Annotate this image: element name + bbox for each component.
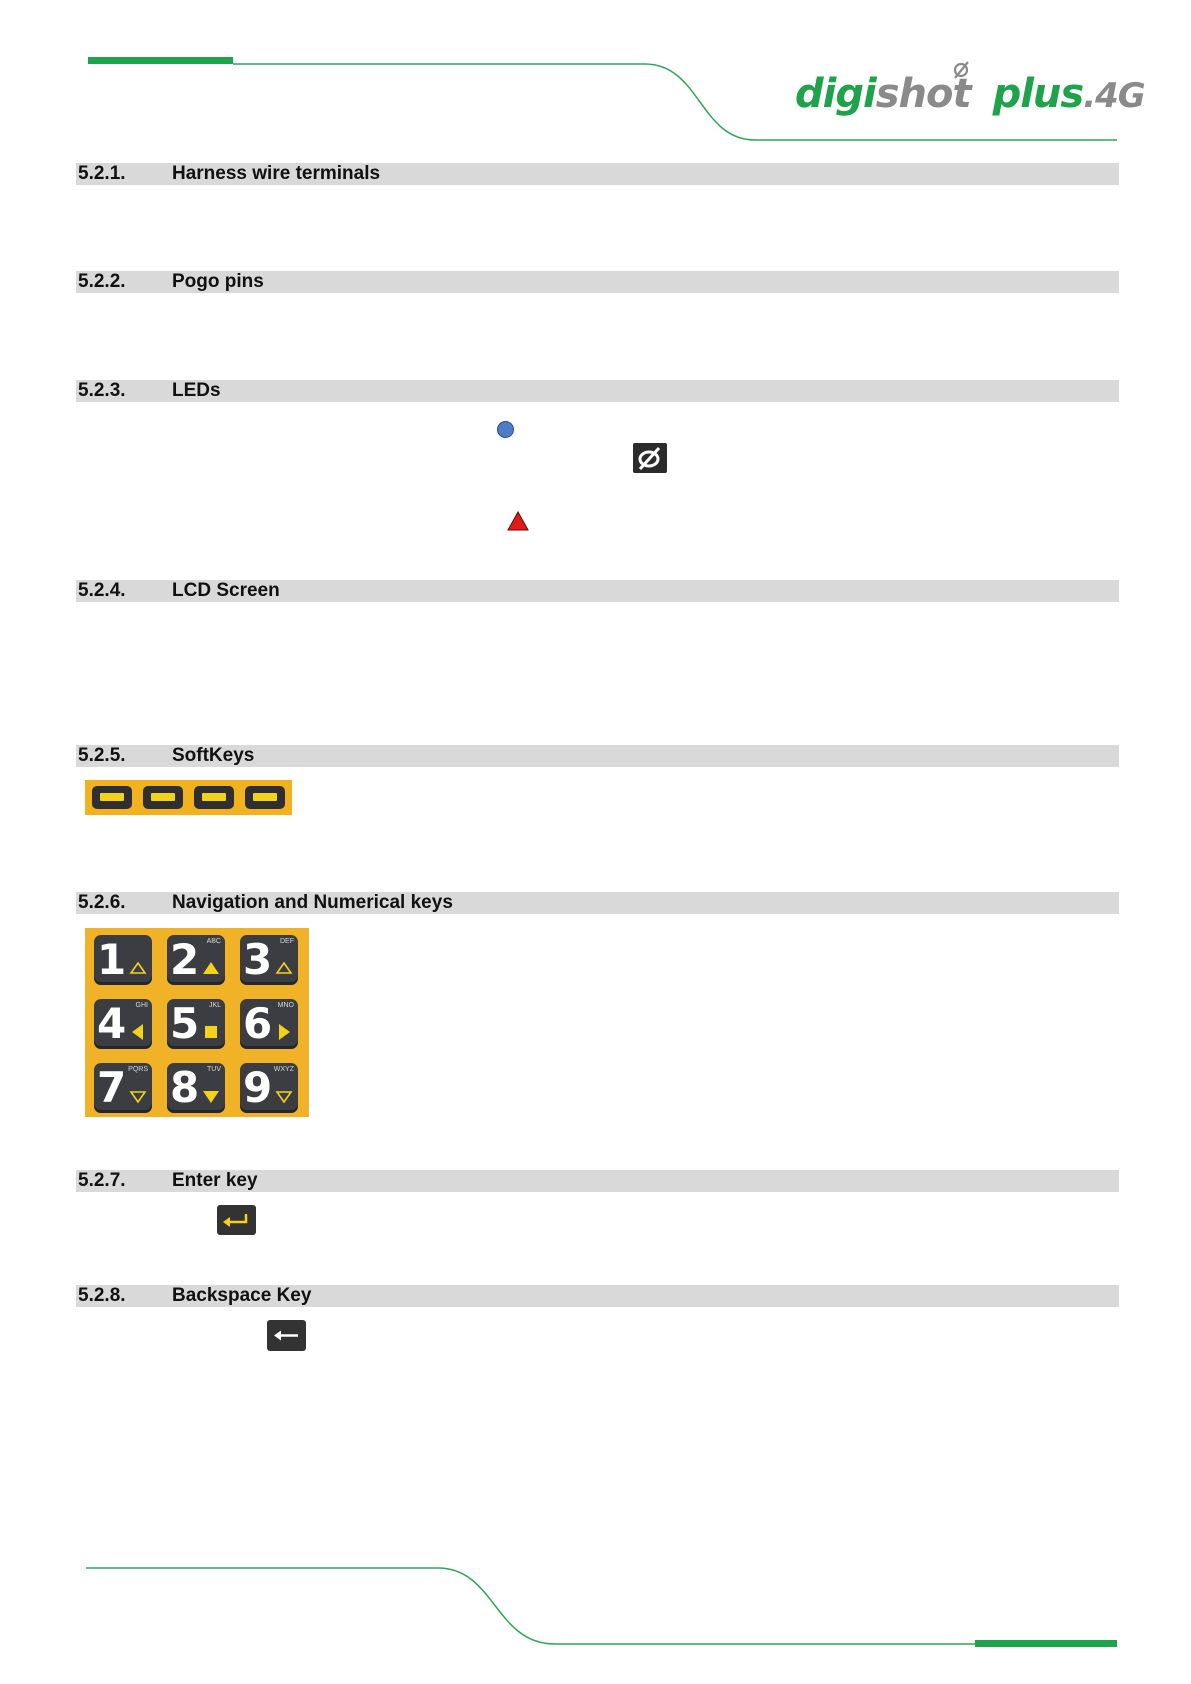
key-letters: JKL xyxy=(208,1002,221,1009)
footer-decoration xyxy=(0,1540,1191,1684)
enter-key-icon xyxy=(217,1205,256,1235)
keypad-key-6 xyxy=(240,999,298,1049)
keypad-key-7 xyxy=(94,1063,152,1113)
key-arrow-right-icon xyxy=(275,1023,293,1041)
section-heading-pogo xyxy=(76,271,1119,293)
logo-part-digi: digi xyxy=(795,71,876,117)
keypad-key-4 xyxy=(94,999,152,1049)
section-title: LEDs xyxy=(172,380,221,401)
key-letters: PQRS xyxy=(128,1066,148,1073)
key-digit: 2 xyxy=(170,935,200,984)
section-number: 5.2.1. xyxy=(78,163,126,184)
section-title: Harness wire terminals xyxy=(172,163,381,184)
key-letters: ABC xyxy=(206,938,221,945)
section-heading-softkeys xyxy=(76,745,1119,767)
key-letters: MNO xyxy=(277,1002,294,1009)
softkey-2 xyxy=(143,786,183,809)
keypad-key-3 xyxy=(240,935,298,985)
key-digit: 6 xyxy=(243,999,273,1048)
logo-part-plus: plus xyxy=(992,71,1084,117)
softkey-1 xyxy=(92,786,132,809)
key-arrow-up-outline-icon xyxy=(129,959,147,977)
section-title: SoftKeys xyxy=(172,745,255,766)
section-number: 5.2.6. xyxy=(78,892,126,913)
blue-led-icon xyxy=(497,421,514,438)
section-heading-lcd xyxy=(76,580,1119,602)
section-title: Backspace Key xyxy=(172,1285,312,1306)
section-title: Navigation and Numerical keys xyxy=(172,892,453,913)
section-title: Enter key xyxy=(172,1170,258,1191)
key-digit: 5 xyxy=(170,999,200,1048)
section-heading-backspace xyxy=(76,1285,1119,1307)
section-number: 5.2.2. xyxy=(78,271,126,292)
keypad-key-5 xyxy=(167,999,225,1049)
logo-part-4g: .4G xyxy=(1083,76,1145,116)
key-letters: WXYZ xyxy=(273,1066,294,1073)
keypad-key-2 xyxy=(167,935,225,985)
key-letters: GHI xyxy=(135,1002,148,1009)
footer-accent-bar xyxy=(975,1640,1117,1647)
keypad-image xyxy=(85,928,309,1117)
header-accent-bar xyxy=(88,57,233,64)
key-arrow-down-outline-icon xyxy=(129,1087,147,1105)
backspace-key-icon xyxy=(267,1320,306,1351)
section-number: 5.2.8. xyxy=(78,1285,126,1306)
red-warning-triangle-icon xyxy=(507,511,529,531)
key-digit: 7 xyxy=(97,1063,127,1112)
digishot-logo-glyph xyxy=(633,443,667,473)
backspace-arrow-glyph xyxy=(267,1320,306,1351)
enter-arrow-glyph xyxy=(217,1205,256,1235)
section-title: Pogo pins xyxy=(172,271,264,292)
key-arrow-up-outline-icon xyxy=(275,959,293,977)
keypad-key-9 xyxy=(240,1063,298,1113)
key-digit: 8 xyxy=(170,1063,200,1112)
key-arrow-down-outline-icon xyxy=(275,1087,293,1105)
digishot-logo-icon xyxy=(633,443,667,473)
key-digit: 1 xyxy=(97,935,127,984)
key-letters: TUV xyxy=(207,1066,221,1073)
logo-part-shot: shot xyxy=(875,71,971,117)
section-number: 5.2.7. xyxy=(78,1170,126,1191)
section-number: 5.2.4. xyxy=(78,580,126,601)
section-heading-enter xyxy=(76,1170,1119,1192)
key-arrow-down-icon xyxy=(202,1087,220,1105)
softkey-3 xyxy=(194,786,234,809)
digishot-plus-logo xyxy=(795,60,1145,130)
section-title: LCD Screen xyxy=(172,580,280,601)
softkeys-image xyxy=(85,780,292,815)
section-number: 5.2.5. xyxy=(78,745,126,766)
footer-curve-line xyxy=(86,1568,975,1644)
key-letters: DEF xyxy=(280,938,294,945)
section-number: 5.2.3. xyxy=(78,380,126,401)
softkey-4 xyxy=(245,786,285,809)
key-arrow-square-icon xyxy=(202,1023,220,1041)
keypad-key-1 xyxy=(94,935,152,985)
section-heading-harness xyxy=(76,163,1119,185)
section-heading-leds xyxy=(76,380,1119,402)
logo-wordmark xyxy=(795,71,1145,117)
key-arrow-up-icon xyxy=(202,959,220,977)
key-digit: 3 xyxy=(243,935,273,984)
key-digit: 4 xyxy=(97,999,127,1048)
keypad-key-8 xyxy=(167,1063,225,1113)
key-arrow-left-icon xyxy=(129,1023,147,1041)
section-heading-navigation xyxy=(76,892,1119,914)
key-digit: 9 xyxy=(243,1063,273,1112)
